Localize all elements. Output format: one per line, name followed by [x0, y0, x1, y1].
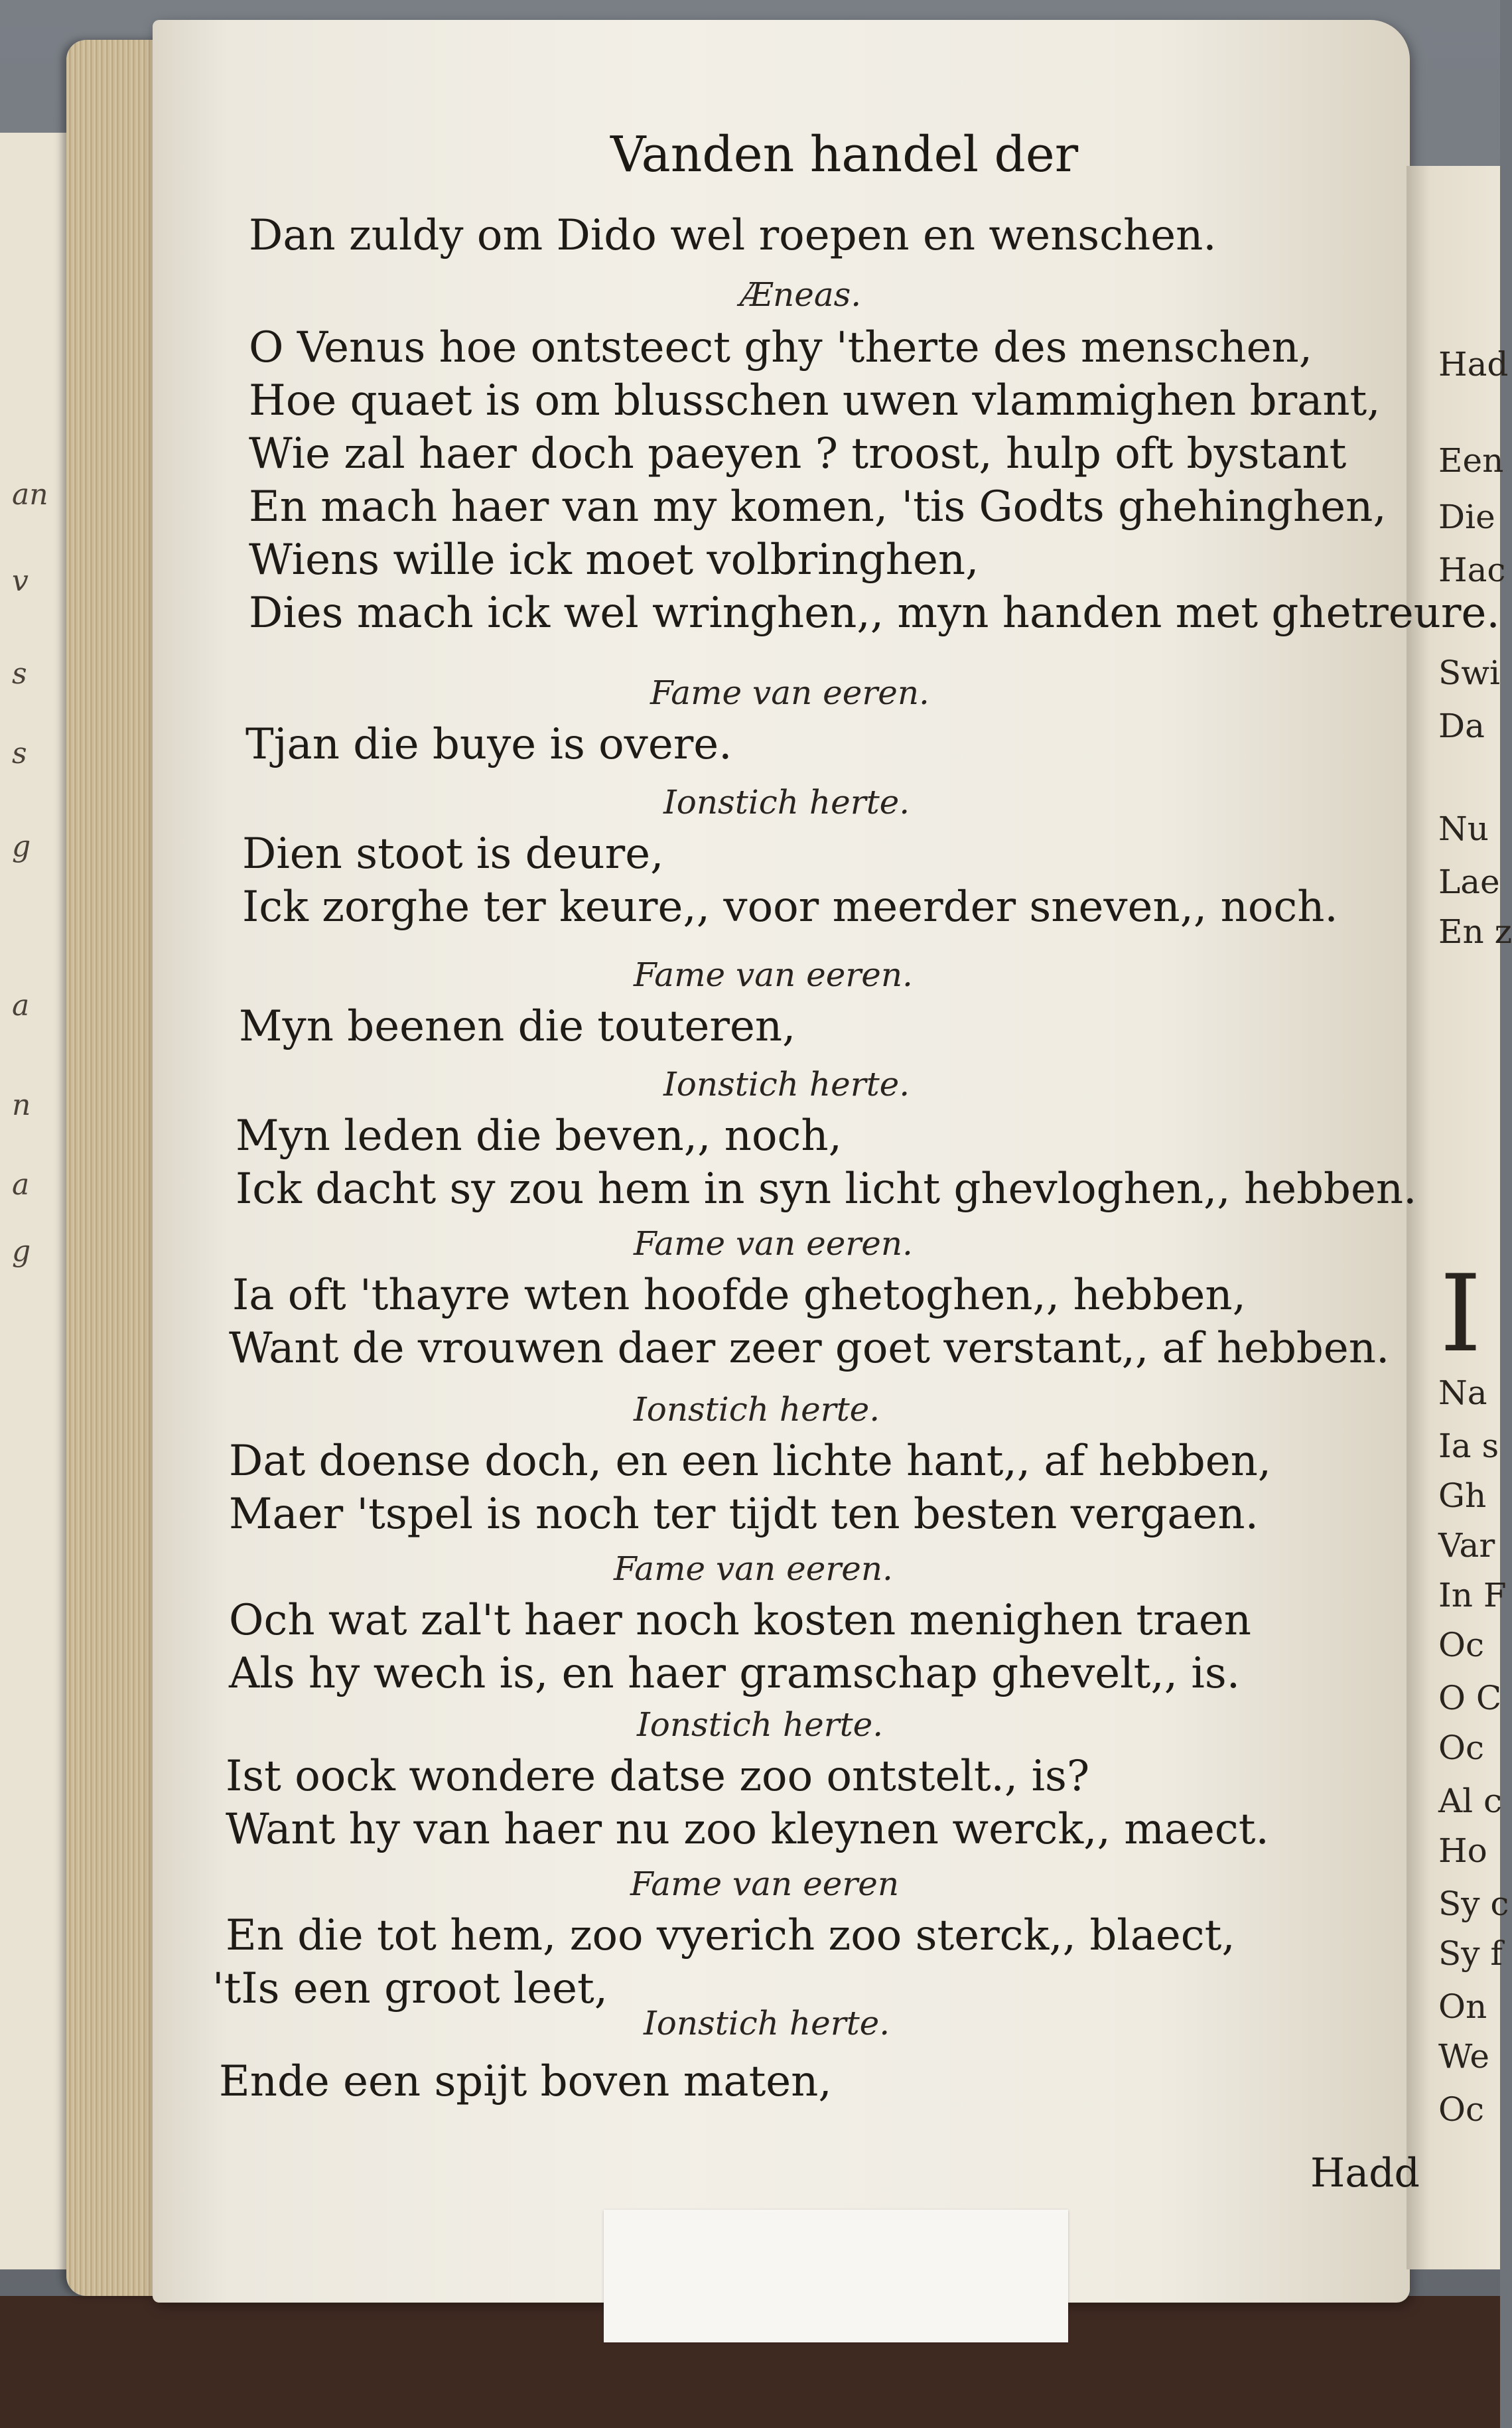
right-fragment: Lae	[1438, 863, 1500, 901]
left-fragment: an	[12, 478, 48, 512]
right-fragment: O C	[1438, 1679, 1502, 1717]
verse-line: En mach haer van my komen, 'tis Godts ghehinghen,	[249, 482, 1387, 532]
verse-line: Dan zuldy om Dido wel roepen en wenschen.	[249, 211, 1217, 260]
left-fragment: s	[12, 657, 27, 691]
left-fragment: n	[12, 1088, 31, 1122]
right-fragment: Nu	[1438, 810, 1489, 848]
verse-line: Dat doense doch, en een lichte hant,, af hebben,	[229, 1437, 1272, 1486]
left-fragment: g	[12, 1234, 31, 1268]
verse-line: Ick zorghe ter keure,, voor meerder sneven,, noch.	[242, 883, 1338, 932]
speaker-name: Ionstich herte.	[644, 2004, 890, 2042]
right-fragment: In F	[1438, 1576, 1507, 1614]
verse-line: Ist oock wondere datse zoo ontstelt., is?	[226, 1752, 1090, 1801]
right-fragment: Oc	[1438, 1729, 1484, 1767]
speaker-name: Ionstich herte.	[634, 1390, 880, 1429]
speaker-name: Fame van eeren	[630, 1865, 900, 1903]
page-edges	[66, 40, 166, 2296]
right-fragment: Al c	[1438, 1782, 1502, 1820]
verse-line: Ick dacht sy zou hem in syn licht ghevloghen,, hebben.	[236, 1165, 1417, 1214]
running-header: Vanden handel der	[610, 126, 1079, 183]
right-fragment: Oc	[1438, 2090, 1484, 2129]
verse-line: Als hy wech is, en haer gramschap ghevelt,, is.	[229, 1649, 1241, 1698]
right-fragment: Var	[1438, 1526, 1495, 1565]
speaker-name: Fame van eeren.	[634, 1224, 913, 1263]
right-fragment: En z	[1438, 912, 1512, 951]
right-fragment: Sy c	[1438, 1885, 1509, 1923]
left-fragment: s	[12, 737, 27, 770]
speaker-name: Fame van eeren.	[634, 956, 913, 994]
verse-line: Wiens wille ick moet volbringhen,	[249, 536, 979, 585]
verse-line: Dies mach ick wel wringhen,, myn handen met ghetreure.	[249, 589, 1500, 638]
library-label	[604, 2210, 1068, 2342]
verse-line: O Venus hoe ontsteect ghy 'therte des menschen,	[249, 323, 1313, 372]
right-fragment: On	[1438, 1987, 1487, 2026]
speaker-name: Æneas.	[740, 275, 862, 314]
right-fragment: Een	[1438, 441, 1504, 480]
speaker-name: Fame van eeren.	[650, 674, 929, 712]
verse-line: Wie zal haer doch paeyen ? troost, hulp oft bystant	[249, 429, 1347, 478]
right-fragment: Die	[1438, 498, 1495, 536]
verse-line: Want de vrouwen daer zeer goet verstant,, af hebben.	[229, 1324, 1390, 1373]
verse-line: Maer 'tspel is noch ter tijdt ten besten vergaen.	[229, 1490, 1259, 1539]
verse-line: Ia oft 'thayre wten hoofde ghetoghen,, hebben,	[232, 1271, 1246, 1320]
speaker-name: Fame van eeren.	[614, 1549, 893, 1588]
right-fragment: Swi	[1438, 654, 1501, 692]
left-fragment: a	[12, 1168, 30, 1202]
verse-line: Och wat zal't haer noch kosten menighen traen	[229, 1596, 1251, 1645]
right-fragment: Gh	[1438, 1476, 1487, 1515]
verse-line: Hoe quaet is om blusschen uwen vlammighen brant,	[249, 376, 1381, 425]
verse-line: Ende een spijt boven maten,	[219, 2057, 832, 2106]
right-page-drop-initial: I	[1440, 1251, 1482, 1376]
right-fragment: Sy f	[1438, 1934, 1503, 1973]
speaker-name: Ionstich herte.	[637, 1705, 884, 1744]
catchword: Hadd	[1310, 2150, 1420, 2196]
right-fragment: Oc	[1438, 1626, 1484, 1664]
verse-line: Want hy van haer nu zoo kleynen werck,, maect.	[226, 1805, 1269, 1854]
right-fragment: We	[1438, 2037, 1489, 2076]
verse-line: Myn leden die beven,, noch,	[236, 1111, 842, 1161]
right-fragment: Hac	[1438, 551, 1506, 589]
right-fragment: Na	[1438, 1374, 1487, 1412]
verse-line: Dien stoot is deure,	[242, 829, 664, 879]
right-fragment: Ho	[1438, 1831, 1487, 1870]
verse-line: En die tot hem, zoo vyerich zoo sterck,, blaect,	[226, 1911, 1235, 1960]
right-fragment: Had	[1438, 345, 1509, 384]
left-fragment: g	[12, 829, 31, 863]
right-fragment: Ia s	[1438, 1427, 1499, 1465]
right-fragment: Da	[1438, 707, 1485, 745]
verse-line: 'tIs een groot leet,	[212, 1964, 608, 2013]
verse-line: Myn beenen die touteren,	[239, 1002, 796, 1051]
speaker-name: Ionstich herte.	[663, 783, 910, 821]
left-fragment: a	[12, 989, 30, 1023]
verse-line: Tjan die buye is overe.	[245, 720, 732, 769]
speaker-name: Ionstich herte.	[663, 1065, 910, 1104]
left-fragment: v	[12, 564, 29, 598]
